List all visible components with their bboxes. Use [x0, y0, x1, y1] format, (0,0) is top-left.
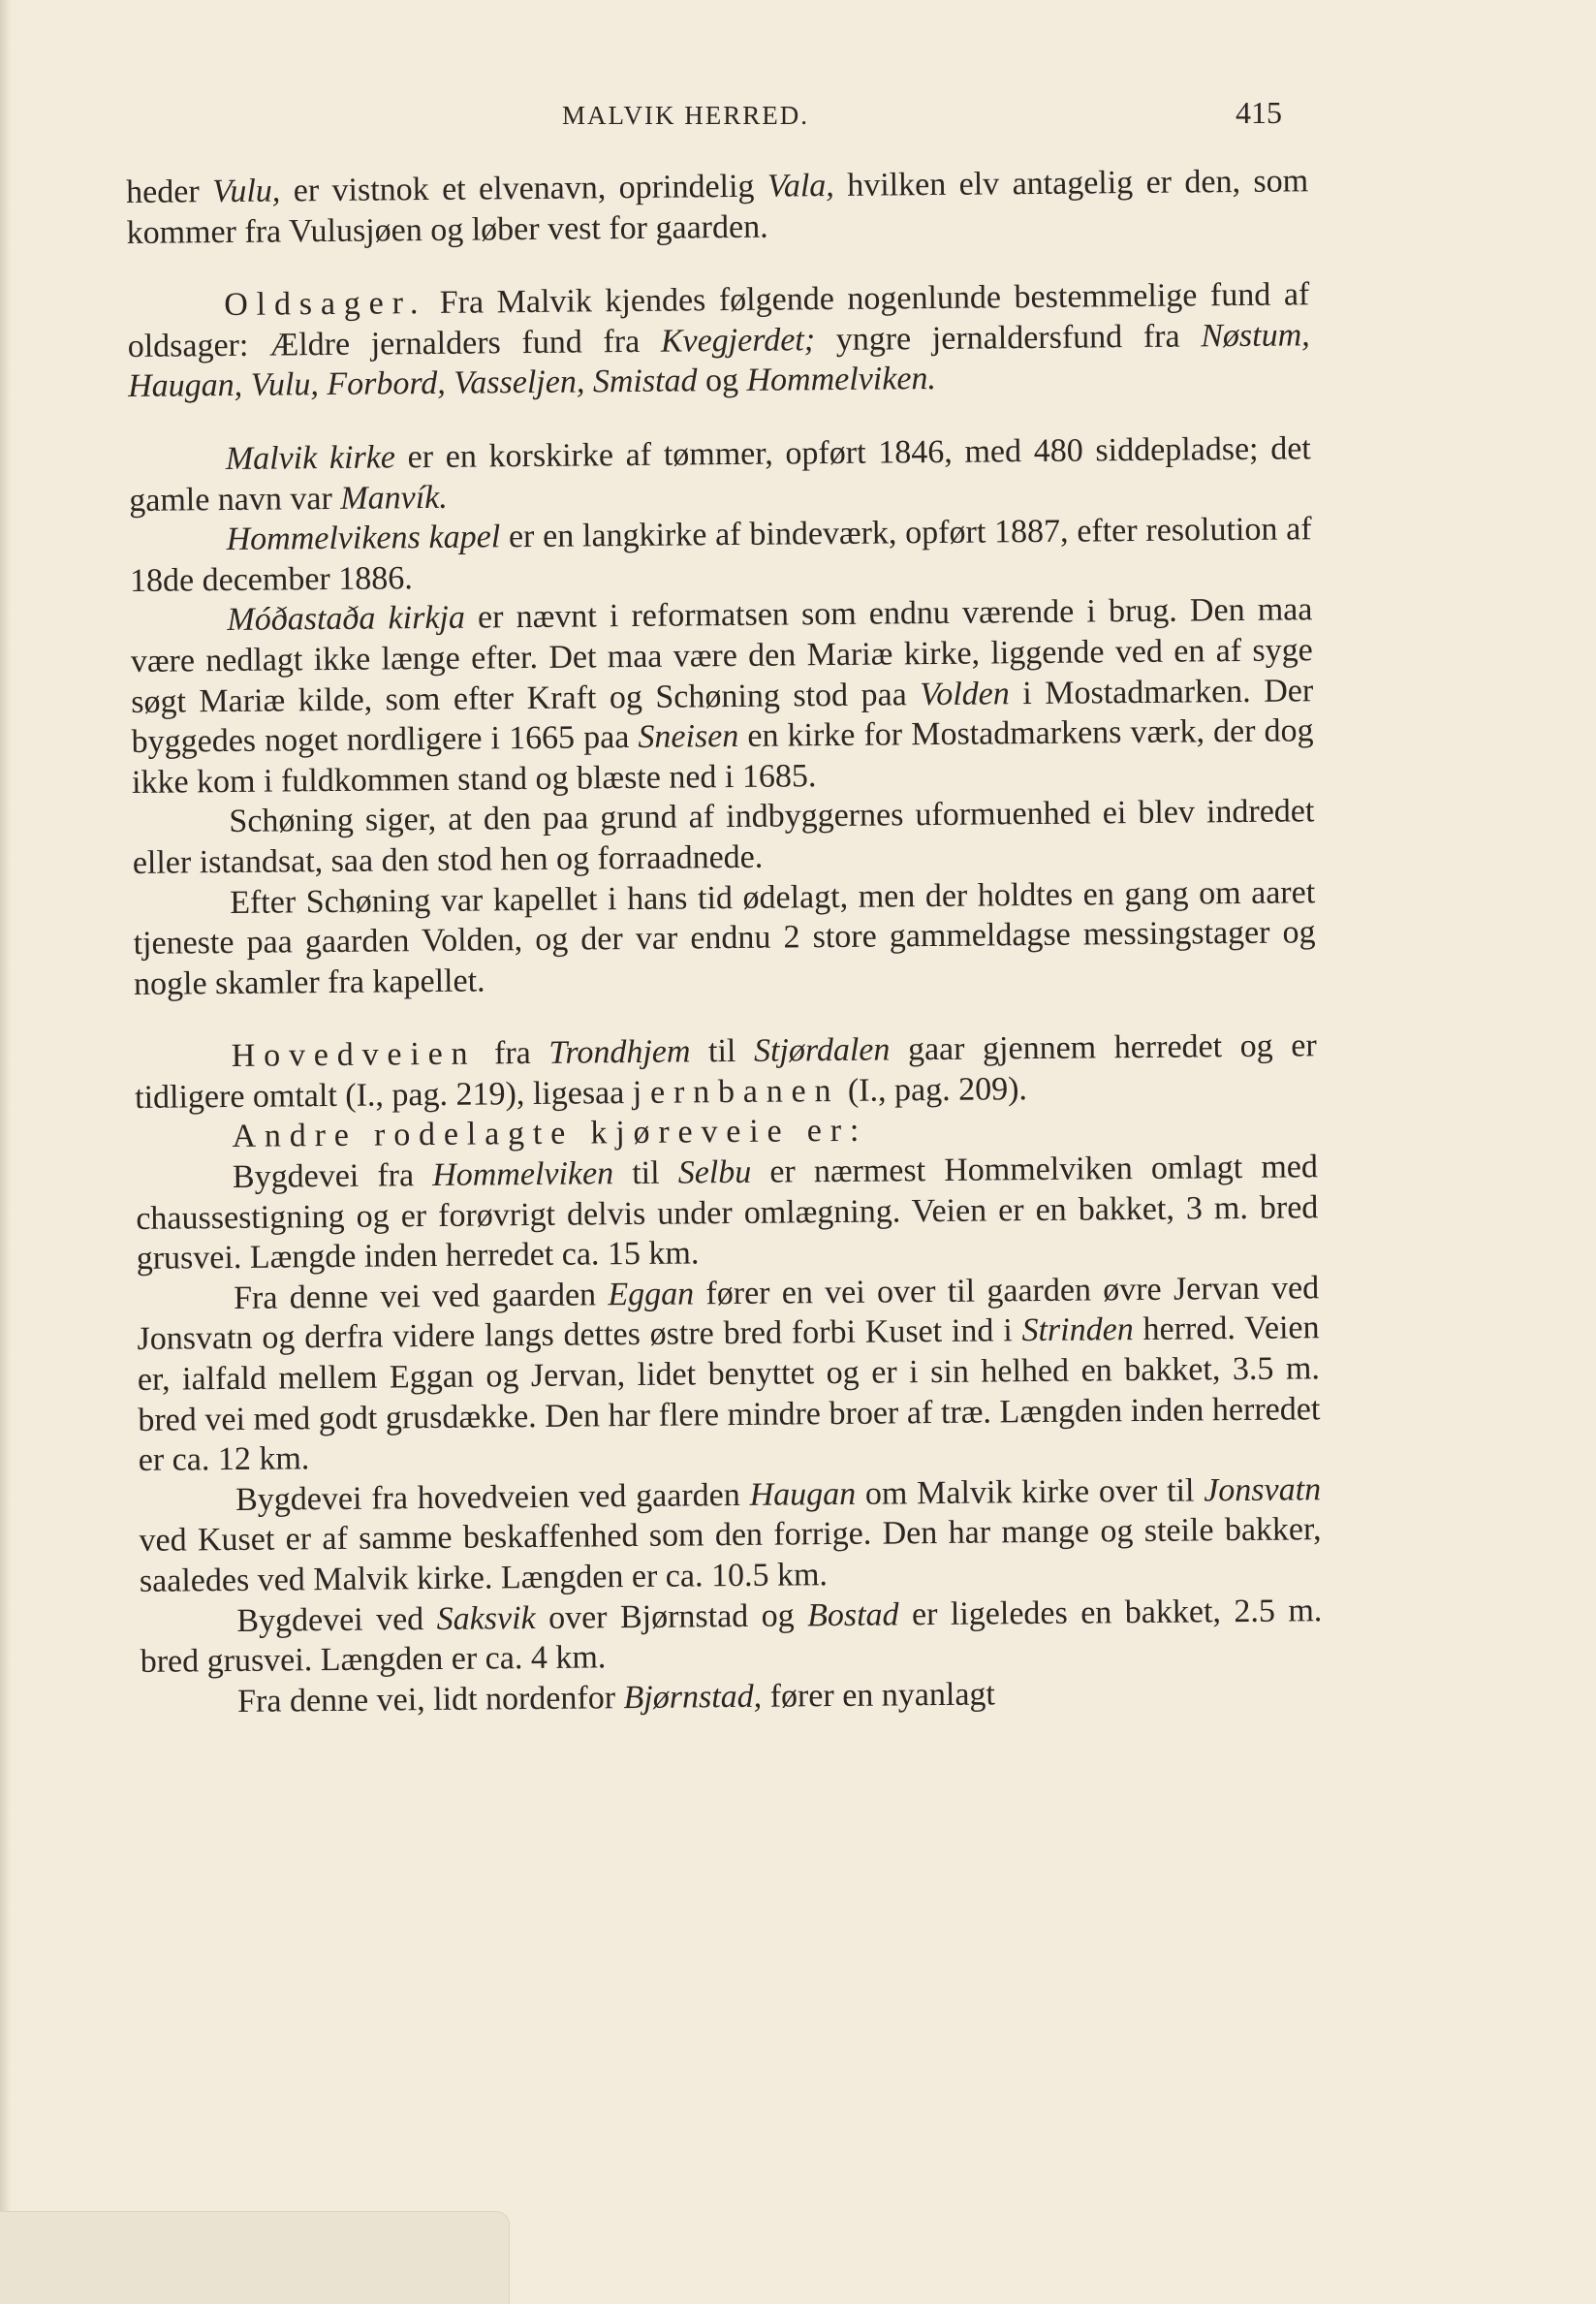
- paragraph: [130, 590, 1314, 804]
- paragraph: [139, 1469, 1322, 1601]
- italic-run: Eggan: [608, 1276, 695, 1313]
- text-run: en kirke for Mostadmarkens værk, der dog ikke kom i fuldkommen stand og blæste ned i 1685.: [131, 712, 1314, 801]
- italic-run: Haugan: [749, 1475, 857, 1513]
- text-run: Bygdevei fra hovedveien ved gaarden: [235, 1476, 750, 1518]
- text-run: yngre jernaldersfund fra: [814, 318, 1202, 358]
- italic-run: Vala,: [767, 167, 834, 205]
- text-run: er nævnt i reformatsen som endnu værende i brug. Den maa være nedlagt ikke længe efter. Det maa være den Mariæ kirke, liggende ved en af syge søgt Mariæ kilde, som efter Kraft og Schøning stod paa: [130, 591, 1313, 720]
- text-run: Schøning siger, at den paa grund af indbyggernes uformuenhed ei blev indredet eller istandsat, saa den stod hen og forraadnede.: [132, 793, 1315, 881]
- spaced-run: jernbanen: [632, 1072, 840, 1111]
- text-run: Bygdevei ved: [236, 1600, 437, 1639]
- text-run: i Mostadmarken. Der byggedes noget nordligere i 1665 paa: [131, 672, 1314, 761]
- paragraph: [137, 1268, 1321, 1481]
- page-header: [0, 95, 1596, 143]
- spaced-run: Oldsager.: [224, 285, 427, 324]
- text-run: er vistnok et elvenavn, oprindelig: [280, 168, 768, 209]
- paragraph: [133, 872, 1316, 1004]
- paragraph: [136, 1147, 1319, 1278]
- text-run: er en korskirke af tømmer, opført 1846, med 480 siddepladse; det gamle navn var: [129, 430, 1311, 519]
- text-run: til: [612, 1154, 678, 1192]
- paper-corner-patch: [0, 2211, 510, 2304]
- body-text: [126, 161, 1323, 1722]
- text-run: Fra denne vei, lidt nordenfor: [236, 1679, 624, 1720]
- italic-run: Strinden: [1021, 1311, 1134, 1349]
- page-number: 415: [1236, 95, 1282, 130]
- text-run: Fra denne vei ved gaarden: [233, 1277, 609, 1316]
- paragraph: [135, 1026, 1318, 1119]
- italic-run: Hommelvikens kapel: [226, 519, 501, 558]
- text-run: over Bjørnstad og: [535, 1596, 808, 1636]
- paragraph: [126, 161, 1309, 253]
- italic-run: Bjørnstad,: [623, 1678, 763, 1716]
- italic-run: Manvík.: [340, 479, 448, 517]
- text-run: fra: [476, 1035, 549, 1072]
- text-run: Efter Schøning var kapellet i hans tid ødelagt, men der holdtes en gang om aaret tjeneste paa gaarden Volden, og der var endnu 2 store gammeldagse messingstager og nogle skamler fra kapellet.: [133, 873, 1316, 1002]
- italic-run: Hommelviken: [432, 1155, 614, 1194]
- paragraph: [129, 509, 1312, 601]
- text-run: heder: [126, 174, 213, 210]
- spaced-run: Andre rodelagte kjøreveie er:: [232, 1113, 868, 1155]
- text-run: til: [690, 1033, 755, 1070]
- paragraph: [127, 274, 1310, 406]
- paragraph: [132, 792, 1315, 884]
- text-run: herred. Veien er, ialfald mellem Eggan og Jervan, lidet benyttet og er i sin helhed en bakket, 3.5 m. bred vei med godt grusdække. Den har flere mindre broer af træ. Længden inden herredet er ca. 12 km.: [137, 1310, 1321, 1479]
- text-run: er nærmest Hommelviken omlagt med chaussestigning og er forøvrigt delvis under omlægning. Veien er en bakket, 3 m. bred grusvei. Længde inden herredet ca. 15 km.: [136, 1149, 1319, 1278]
- spaced-run: Hovedveien: [231, 1035, 477, 1075]
- text-run: om Malvik kirke over til: [855, 1472, 1205, 1512]
- text-run: og: [697, 363, 747, 399]
- page-edge-shadow: [0, 0, 12, 2304]
- italic-run: Vulu,: [211, 173, 281, 210]
- text-run: Bygdevei fra: [232, 1157, 433, 1196]
- italic-run: Volden: [920, 675, 1010, 712]
- italic-run: Saksvik: [436, 1599, 536, 1637]
- italic-run: Hommelviken.: [746, 361, 937, 399]
- italic-run: Malvik kirke: [225, 439, 396, 477]
- paragraph: [140, 1591, 1323, 1683]
- italic-run: Móðastaða kirkja: [227, 600, 466, 639]
- italic-run: Stjørdalen: [753, 1031, 891, 1070]
- text-run: (I., pag. 209).: [839, 1070, 1028, 1109]
- italic-run: Kvegjerdet;: [660, 321, 816, 360]
- italic-run: Jonsvatn: [1204, 1471, 1322, 1509]
- italic-run: Bostad: [806, 1596, 899, 1633]
- paragraph: [129, 428, 1312, 521]
- text-run: fører en nyanlagt: [762, 1676, 996, 1715]
- text-run: er en langkirke af bindeværk, opført 1887, efter resolution af 18de december 1886.: [129, 511, 1312, 599]
- running-head: MALVIK HERRED.: [562, 101, 810, 130]
- italic-run: Selbu: [677, 1153, 752, 1191]
- italic-run: Nøstum, Haugan, Vulu, Forbord, Vasseljen, Smistad: [127, 317, 1310, 405]
- italic-run: Trondhjem: [548, 1033, 691, 1072]
- text-run: fører en vei over til gaarden øvre Jervan ved Jonsvatn og derfra videre langs dettes østre bred forbi Kuset ind i: [137, 1270, 1320, 1358]
- text-run: Fra Malvik kjendes følgende nogenlunde bestemmelige fund af oldsager: Ældre jernalders fund fra: [127, 276, 1310, 364]
- text-run: ved Kuset er af samme beskaffenhed som den forrige. Den har mange og steile bakker, saaledes ved Malvik kirke. Længden er ca. 10.5 km.: [139, 1511, 1322, 1599]
- text-run: hvilken elv antagelig er den, som kommer fra Vulusjøen og løber vest for gaarden.: [126, 163, 1309, 251]
- text-run: er ligeledes en bakket, 2.5 m. bred grusvei. Længden er ca. 4 km.: [140, 1592, 1323, 1681]
- text-run: gaar gjennem herredet og er tidligere omtalt (I., pag. 219), ligesaa: [134, 1027, 1317, 1116]
- italic-run: Sneisen: [638, 718, 739, 756]
